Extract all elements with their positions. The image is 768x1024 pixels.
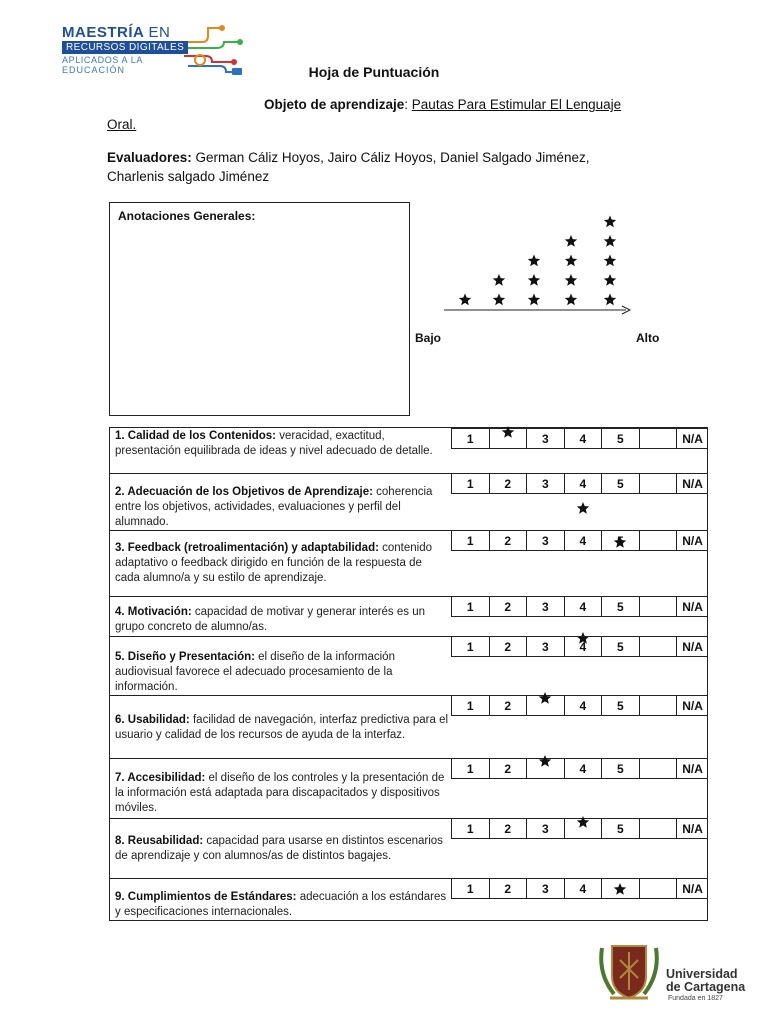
score-cell[interactable]	[639, 597, 677, 616]
evaluadores-label: Evaluadores:	[107, 150, 192, 165]
score-cell[interactable]: 1	[451, 696, 489, 715]
score-cell[interactable]: 2	[489, 696, 527, 715]
criteria-title: 6. Usabilidad:	[115, 714, 190, 726]
scale-star-icon	[565, 235, 577, 247]
score-row	[451, 596, 708, 617]
rating-scale-graphic	[436, 198, 646, 326]
scale-star-icon	[604, 235, 616, 247]
criteria-desc: coherencia entre los objetivos, actividades, evaluaciones y perfil del alumnado.	[115, 486, 433, 528]
scale-star-icon	[565, 255, 577, 267]
score-cell[interactable]: 5	[601, 759, 639, 778]
selected-star-icon	[538, 691, 552, 705]
score-cell[interactable]	[639, 429, 677, 448]
uni-founded: Fundada en 1827	[668, 995, 723, 1002]
score-cell-na[interactable]: N/A	[676, 759, 708, 778]
score-cell[interactable]	[639, 696, 677, 715]
score-cell[interactable]: 1	[451, 531, 489, 550]
uni-name-2: de Cartagena	[666, 980, 746, 994]
university-crest-icon	[596, 938, 662, 1004]
criteria-text	[115, 605, 449, 635]
scale-star-icon	[528, 294, 540, 306]
criteria-desc: el diseño de la información audiovisual favorece el adecuado procesamiento de la información.	[115, 651, 395, 693]
score-cell[interactable]	[639, 759, 677, 778]
scale-star-icon	[565, 294, 577, 306]
score-cell[interactable]: 2	[489, 819, 527, 838]
score-cell-na[interactable]: N/A	[676, 531, 708, 550]
score-cell[interactable]: 4	[564, 597, 602, 616]
score-cell[interactable]: 2	[489, 597, 527, 616]
logo-text-en: EN	[148, 24, 171, 41]
criteria-title: 1. Calidad de los Contenidos:	[115, 430, 277, 442]
criteria-text	[115, 485, 449, 530]
objeto-value-cont: Oral.	[107, 117, 137, 132]
score-cell[interactable]: 5	[601, 637, 639, 656]
score-cell[interactable]: 5	[601, 429, 639, 448]
scale-star-icon	[604, 255, 616, 267]
score-cell[interactable]: 3	[526, 531, 564, 550]
score-cell[interactable]: 1	[451, 474, 489, 493]
score-cell[interactable]: 5	[601, 696, 639, 715]
score-cell[interactable]: 4	[564, 429, 602, 448]
criteria-text	[115, 771, 449, 816]
score-cell[interactable]: 3	[526, 597, 564, 616]
score-cell[interactable]: 1	[451, 759, 489, 778]
scale-star-icon	[528, 255, 540, 267]
notes-box[interactable]	[109, 202, 410, 416]
score-cell[interactable]: 4	[564, 759, 602, 778]
score-cell[interactable]: 5	[601, 474, 639, 493]
objeto-line	[264, 97, 621, 112]
notes-title: Anotaciones Generales:	[118, 209, 256, 223]
logo-text-maestria: MAESTRÍA	[62, 24, 144, 41]
score-cell[interactable]	[639, 474, 677, 493]
score-cell[interactable]: 3	[526, 429, 564, 448]
criteria-title: 5. Diseño y Presentación:	[115, 651, 255, 663]
criteria-text	[115, 713, 449, 743]
criteria-desc: capacidad para usarse en distintos escenarios de aprendizaje y con alumnos/as de distintos bagajes.	[115, 835, 443, 862]
logo-text-aplicados: APLICADOS A LA	[62, 55, 143, 65]
score-cell[interactable]: 4	[564, 637, 602, 656]
scale-star-icon	[604, 294, 616, 306]
page-title: Hoja de Puntuación	[308, 64, 440, 80]
evaluadores	[107, 148, 627, 186]
score-cell[interactable]: 2	[489, 531, 527, 550]
score-cell[interactable]	[639, 879, 677, 898]
criteria-title: 2. Adecuación de los Objetivos de Aprendizaje:	[115, 486, 373, 498]
score-cell[interactable]: 3	[526, 637, 564, 656]
universidad-logo	[596, 938, 746, 1004]
scale-high-label: Alto	[636, 331, 660, 345]
score-cell[interactable]: 4	[564, 879, 602, 898]
scale-star-icon	[493, 274, 505, 286]
scale-star-icon	[459, 294, 471, 306]
criteria-table	[109, 427, 708, 921]
score-cell[interactable]	[639, 819, 677, 838]
criteria-title: 8. Reusabilidad:	[115, 835, 204, 847]
logo-text-recursos: RECURSOS DIGITALES	[62, 41, 188, 54]
score-cell[interactable]: 1	[451, 879, 489, 898]
scale-star-icon	[604, 274, 616, 286]
scale-stars-group	[459, 216, 616, 306]
criteria-title: 4. Motivación:	[115, 606, 192, 618]
criteria-text	[115, 429, 449, 459]
score-row	[451, 530, 708, 551]
score-row	[451, 878, 708, 899]
score-cell-na[interactable]: N/A	[676, 819, 708, 838]
score-row	[451, 636, 708, 657]
objeto-sep: :	[404, 97, 412, 112]
selected-star-icon	[576, 815, 590, 829]
score-row	[451, 758, 708, 779]
scale-star-icon	[565, 274, 577, 286]
criteria-text	[115, 834, 449, 864]
score-cell[interactable]: 1	[451, 429, 489, 448]
score-cell-na[interactable]: N/A	[676, 597, 708, 616]
score-cell[interactable]: 2	[489, 879, 527, 898]
score-cell[interactable]: 3	[526, 879, 564, 898]
criteria-desc: capacidad de motivar y generar interés es un grupo concreto de alumno/as.	[115, 606, 426, 633]
criteria-desc: el diseño de los controles y la presentación de la información está adaptada para discapacitados y dispositivos móviles.	[115, 772, 445, 814]
score-cell[interactable]: 1	[451, 819, 489, 838]
selected-star-icon	[613, 535, 627, 549]
criteria-title: 9. Cumplimientos de Estándares:	[115, 891, 297, 903]
score-cell[interactable]: 1	[451, 637, 489, 656]
score-cell[interactable]: 5	[601, 819, 639, 838]
score-cell-na[interactable]: N/A	[676, 429, 708, 448]
criteria-desc: adecuación a los estándares y especificaciones internacionales.	[115, 891, 447, 918]
score-cell[interactable]	[639, 531, 677, 550]
score-cell[interactable]: 3	[526, 474, 564, 493]
objeto-label: Objeto de aprendizaje	[264, 97, 405, 112]
scale-star-icon	[528, 274, 540, 286]
criteria-desc: veracidad, exactitud, presentación equilibrada de ideas y nivel adecuado de detalle.	[115, 430, 433, 457]
selected-star-icon	[576, 501, 590, 515]
criteria-title: 3. Feedback (retroalimentación) y adaptabilidad:	[115, 542, 379, 554]
criteria-text	[115, 541, 449, 586]
score-row	[451, 473, 708, 494]
selected-star-icon	[501, 425, 515, 439]
score-cell[interactable]: 2	[489, 637, 527, 656]
scale-star-icon	[493, 294, 505, 306]
criteria-desc: facilidad de navegación, interfaz predictiva para el usuario y calidad de los recursos de ayuda de la interfaz.	[115, 714, 449, 741]
score-cell[interactable]: 4	[564, 531, 602, 550]
objeto-value: Pautas Para Estimular El Lenguaje	[411, 97, 622, 112]
criteria-text	[115, 890, 449, 920]
score-cell-na[interactable]: N/A	[676, 696, 708, 715]
evaluadores-names: German Cáliz Hoyos, Jairo Cáliz Hoyos, Daniel Salgado Jiménez, Charlenis salgado Jiménez	[107, 150, 590, 184]
score-cell[interactable]: 2	[489, 759, 527, 778]
score-cell[interactable]	[639, 637, 677, 656]
score-cell[interactable]: 5	[601, 597, 639, 616]
score-cell[interactable]: 3	[526, 819, 564, 838]
criteria-title: 7. Accesibilidad:	[115, 772, 206, 784]
scale-low-label: Bajo	[415, 331, 442, 345]
score-row	[451, 695, 708, 716]
score-row	[451, 428, 708, 449]
score-cell-na[interactable]: N/A	[676, 637, 708, 656]
score-cell-na[interactable]: N/A	[676, 474, 708, 493]
score-cell[interactable]: 1	[451, 597, 489, 616]
score-cell[interactable]: 4	[564, 696, 602, 715]
score-cell[interactable]: 2	[489, 474, 527, 493]
uni-name-1: Universidad	[666, 967, 738, 981]
criteria-text	[115, 650, 449, 695]
scale-star-icon	[604, 216, 616, 228]
criteria-desc: contenido adaptativo o feedback dirigido en función de la respuesta de cada alumno/a y su estilo de aprendizaje.	[115, 542, 433, 584]
score-cell[interactable]: 4	[564, 474, 602, 493]
score-cell-na[interactable]: N/A	[676, 879, 708, 898]
selected-star-icon	[613, 882, 627, 896]
logo-text-educacion: EDUCACIÓN	[62, 65, 126, 75]
selected-star-icon	[538, 754, 552, 768]
